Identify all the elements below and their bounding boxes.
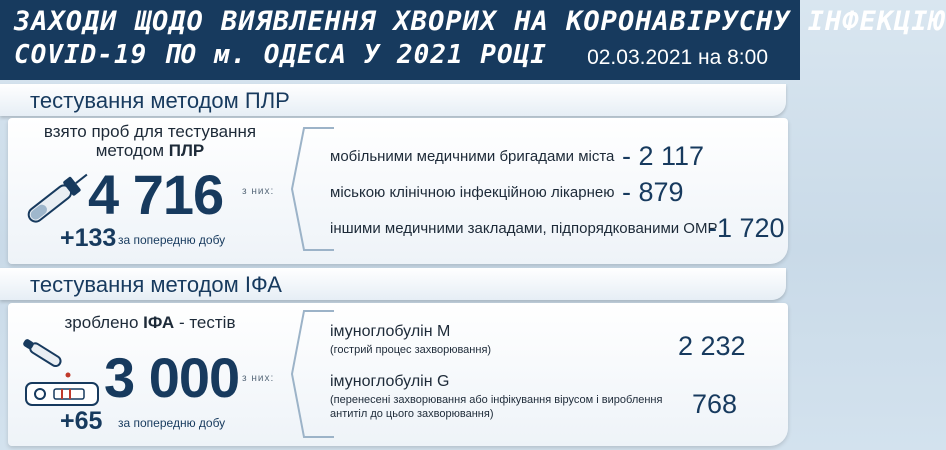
ifa-delta-note: за попередню добу [118, 416, 226, 430]
header-banner [0, 0, 946, 80]
ifa-igg-title: імуноглобулін G [330, 373, 450, 390]
ifa-panel [8, 303, 788, 446]
pcr-row-hospital-text: міською клінічною інфекційною лікарнею [330, 184, 615, 201]
pcr-label-line1: взято проб для тестування [43, 122, 257, 141]
pcr-panel [8, 118, 788, 264]
ifa-igm-value: 2 232 [678, 331, 746, 361]
pcr-delta: +133 [60, 224, 117, 252]
pcr-label [30, 122, 270, 160]
ifa-delta: +65 [60, 407, 103, 435]
pcr-delta-note: за попередню добу [118, 233, 226, 247]
ifa-label: зроблено ІФА - тестів [64, 313, 236, 332]
pcr-section-title: тестування методом ПЛР [30, 88, 290, 113]
pcr-row-mobile-text: мобільними медичними бригадами міста [330, 148, 615, 165]
pcr-row-mobile-value: - 2 117 [622, 141, 705, 171]
ifa-igg-value: 768 [692, 389, 738, 419]
pcr-row-other-text: іншими медичними закладами, підпорядкованими ОМР [330, 220, 718, 237]
pcr-row-other-value: -1 720 [708, 213, 785, 243]
pcr-of-them-label: з них: [242, 186, 275, 197]
ifa-igg-subtitle: (перенесені захворювання або інфікування вірусом і вироблення антитіл до цього захворювання) [330, 394, 663, 420]
ifa-total: 3 000 [104, 346, 240, 409]
header-title-line2: COVID-19 ПО м. ОДЕСА У 2021 РОЦІ [14, 40, 547, 70]
ifa-igm-subtitle: (гострий процес захворювання) [330, 344, 492, 356]
rapid-test-icon [20, 337, 102, 411]
ifa-section-title: тестування методом ІФА [30, 272, 282, 297]
pcr-row-hospital-value: - 879 [622, 177, 684, 207]
ifa-igm-title: імуноглобулін М [330, 323, 451, 340]
pcr-total: 4 716 [88, 163, 224, 226]
header-title-line1: ЗАХОДИ ЩОДО ВИЯВЛЕННЯ ХВОРИХ НА КОРОНАВІРУСНУ ІНФЕКЦІЮ [14, 6, 946, 37]
pcr-label-line2: методом ПЛР [95, 141, 205, 160]
header-date: 02.03.2021 на 8:00 [587, 46, 768, 69]
swab-tube-icon [20, 168, 92, 232]
ifa-of-them-label: з них: [242, 373, 275, 384]
ifa-section-tab [0, 268, 786, 300]
pcr-section-tab [0, 84, 786, 116]
